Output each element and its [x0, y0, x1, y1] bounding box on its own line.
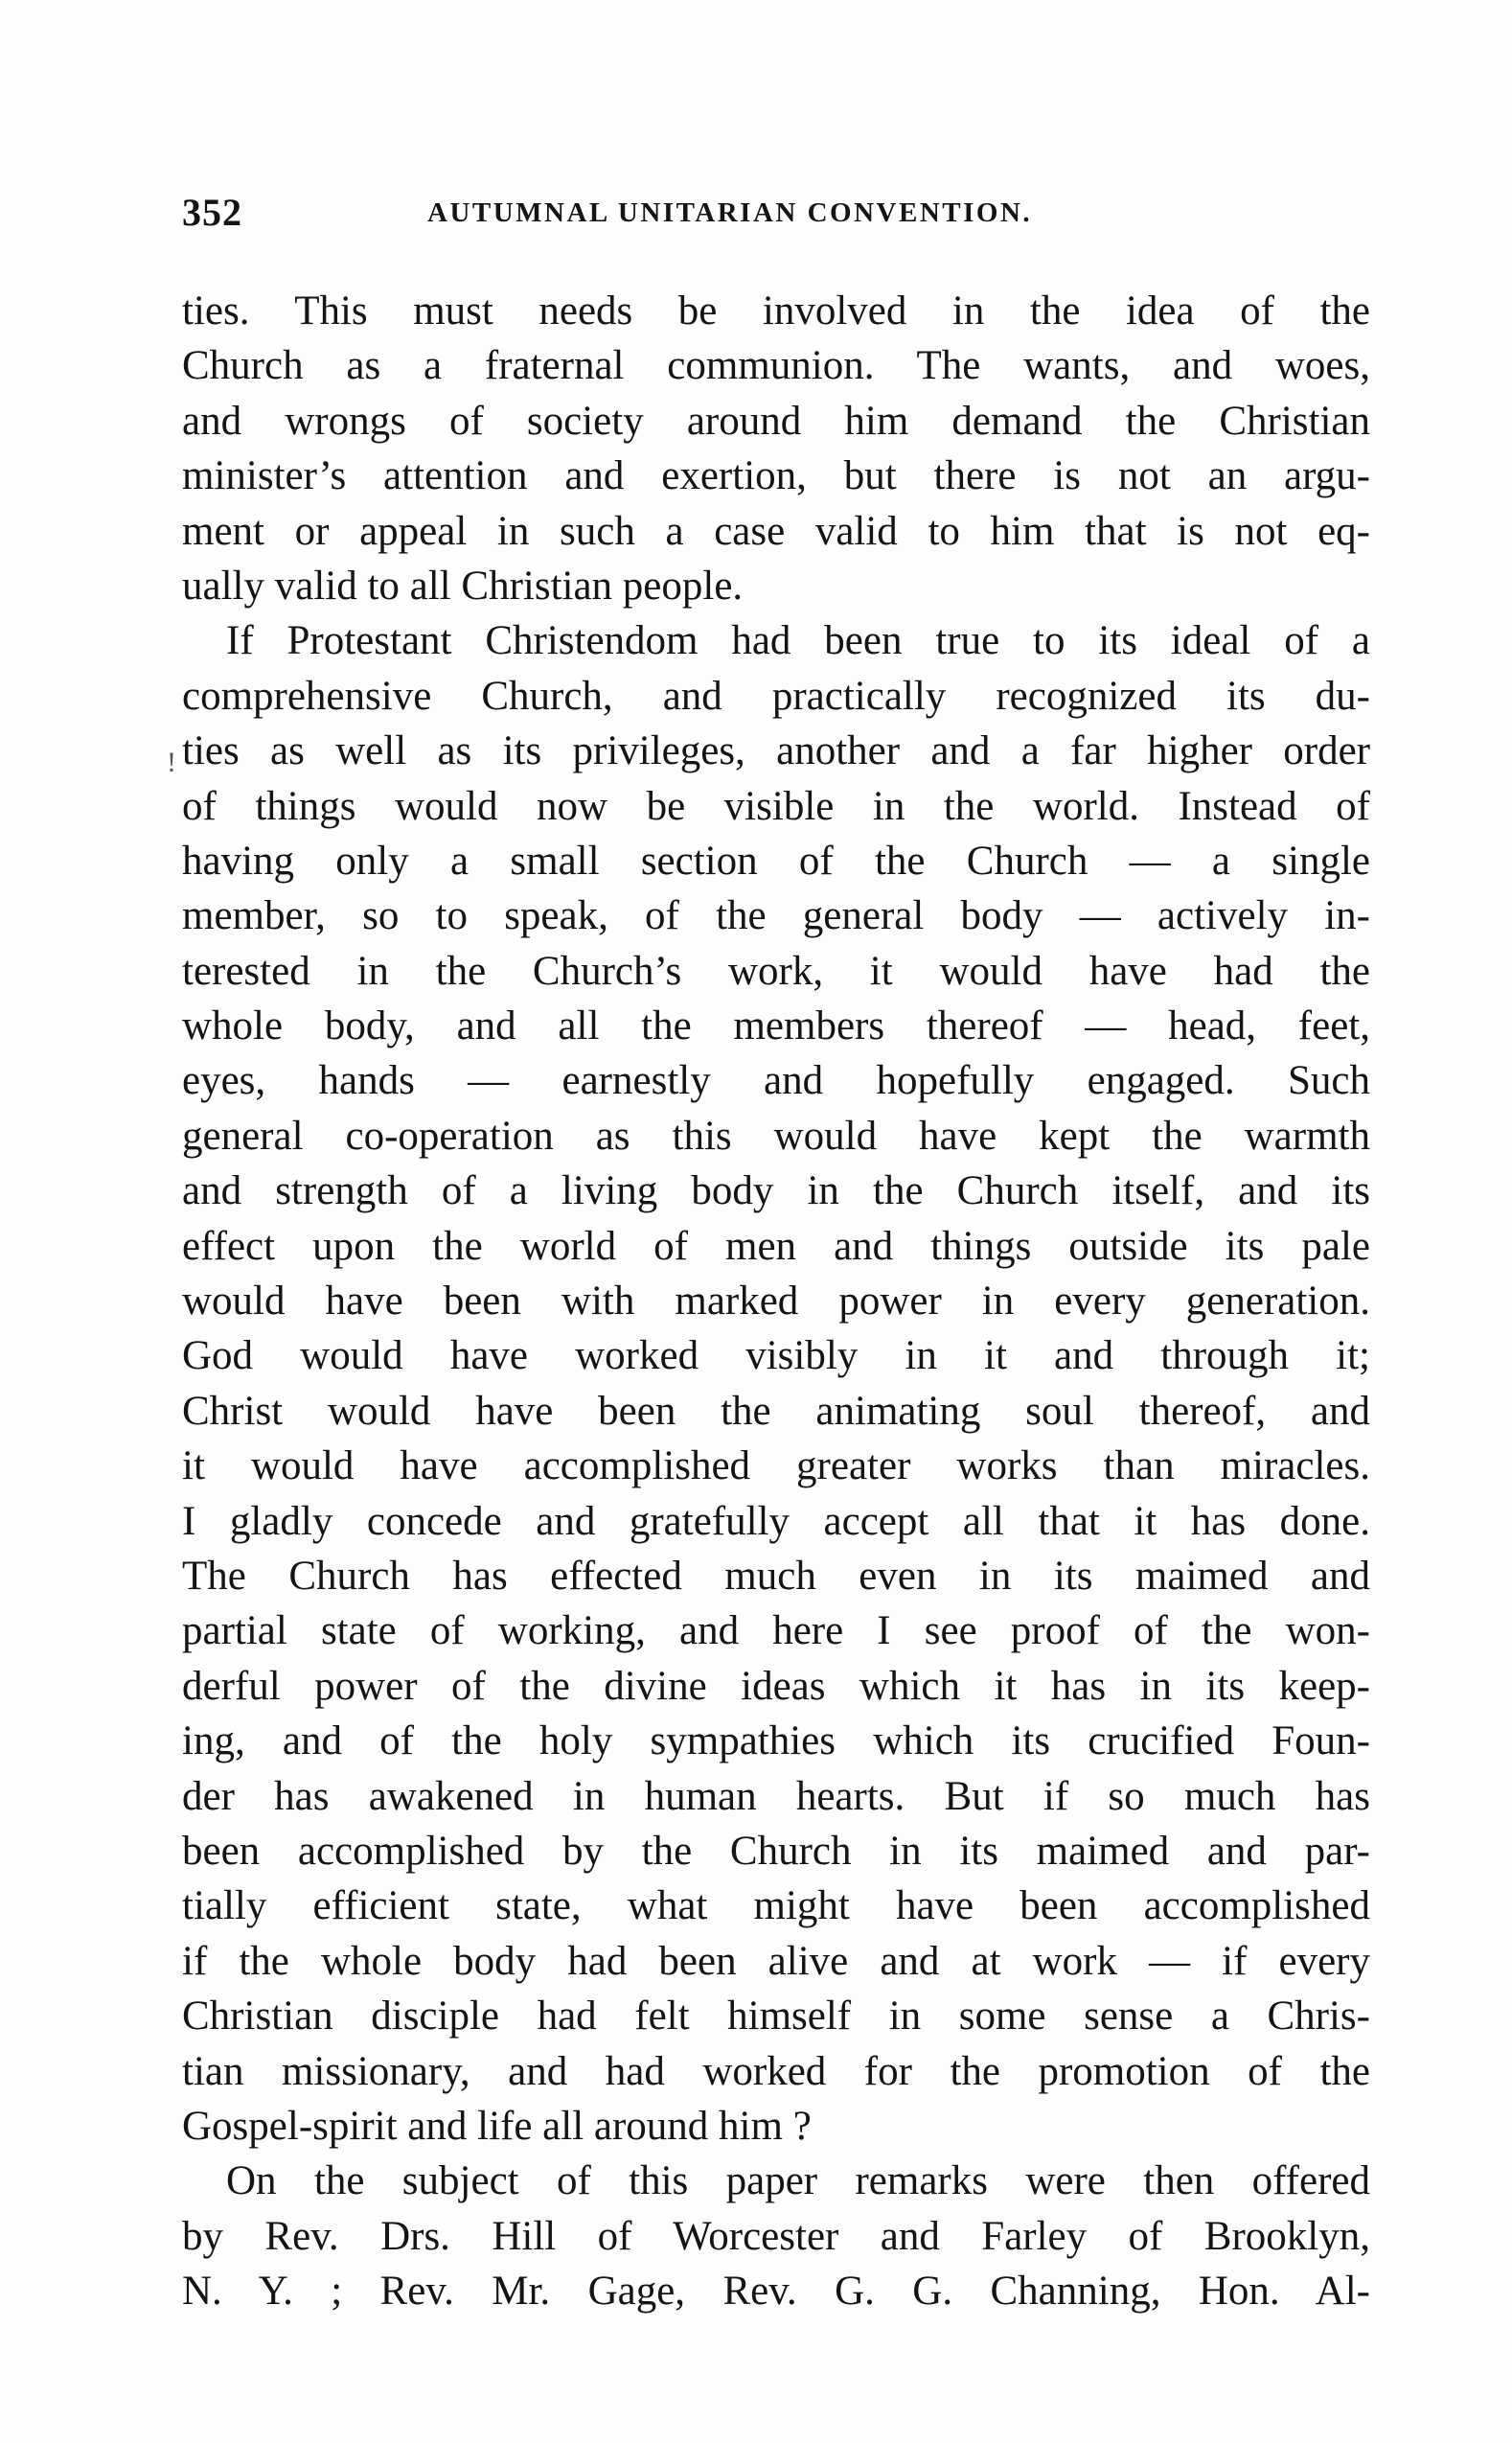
text-line: it would have accomplished greater works than miracles.	[182, 1443, 1370, 1489]
page-number: 352	[182, 191, 242, 234]
text-line: der has awakened in human hearts. But if so much has	[182, 1773, 1370, 1819]
text-line: effect upon the world of men and things outside its pale	[182, 1223, 1370, 1269]
running-head: AUTUMNAL UNITARIAN CONVENTION.	[427, 197, 1033, 228]
text-line: derful power of the divine ideas which it has in its keep-	[182, 1663, 1370, 1709]
text-line: minister’s attention and exertion, but there is not an argu-	[182, 453, 1370, 499]
margin-mark: !	[167, 747, 176, 778]
text-line: Christian disciple had felt himself in some sense a Chris-	[182, 1994, 1370, 2040]
text-line: general co-operation as this would have kept the warmth	[182, 1113, 1370, 1159]
text-line: by Rev. Drs. Hill of Worcester and Farley of Brooklyn,	[182, 2213, 1370, 2259]
text-line: ment or appeal in such a case valid to him that is not eq-	[182, 508, 1370, 554]
text-line: Gospel-spirit and life all around him ?	[182, 2103, 812, 2149]
text-line: of things would now be visible in the world. Instead of	[182, 783, 1370, 829]
text-line: ties as well as its privileges, another and a far higher order	[182, 728, 1370, 774]
text-line: been accomplished by the Church in its maimed and par-	[182, 1828, 1370, 1874]
text-line: ing, and of the holy sympathies which its crucified Foun-	[182, 1718, 1370, 1764]
text-line: if the whole body had been alive and at work — if every	[182, 1938, 1370, 1984]
text-line: I gladly concede and gratefully accept all that it has done.	[182, 1498, 1370, 1544]
text-line: ties. This must needs be involved in the idea of the	[182, 288, 1370, 334]
text-line: would have been with marked power in every generation.	[182, 1279, 1370, 1325]
text-line: The Church has effected much even in its maimed and	[182, 1553, 1370, 1599]
text-line: terested in the Church’s work, it would have had the	[182, 948, 1370, 994]
text-line: whole body, and all the members thereof — head, feet,	[182, 1003, 1370, 1049]
text-line: Church as a fraternal communion. The wants, and woes,	[182, 343, 1370, 389]
text-line: If Protestant Christendom had been true to its ideal of a	[226, 618, 1370, 664]
text-line: having only a small section of the Church — a single	[182, 838, 1370, 884]
text-line: and wrongs of society around him demand the Christian	[182, 398, 1370, 444]
text-line: ually valid to all Christian people.	[182, 563, 744, 609]
text-line: and strength of a living body in the Church itself, and its	[182, 1168, 1370, 1214]
text-line: Christ would have been the animating soul thereof, and	[182, 1388, 1370, 1434]
text-line: God would have worked visibly in it and through it;	[182, 1333, 1370, 1379]
text-line: N. Y. ; Rev. Mr. Gage, Rev. G. G. Channing, Hon. Al-	[182, 2269, 1370, 2315]
text-line: member, so to speak, of the general body — actively in-	[182, 893, 1370, 939]
text-line: On the subject of this paper remarks were then offered	[226, 2158, 1370, 2204]
body-text	[182, 284, 1370, 2318]
text-line: tially efficient state, what might have been accomplished	[182, 1883, 1370, 1929]
text-line: tian missionary, and had worked for the promotion of the	[182, 2048, 1370, 2094]
text-line: eyes, hands — earnestly and hopefully engaged. Such	[182, 1058, 1370, 1104]
page-header	[182, 182, 1370, 243]
text-line: comprehensive Church, and practically recognized its du-	[182, 673, 1370, 719]
text-line: partial state of working, and here I see proof of the won-	[182, 1608, 1370, 1654]
